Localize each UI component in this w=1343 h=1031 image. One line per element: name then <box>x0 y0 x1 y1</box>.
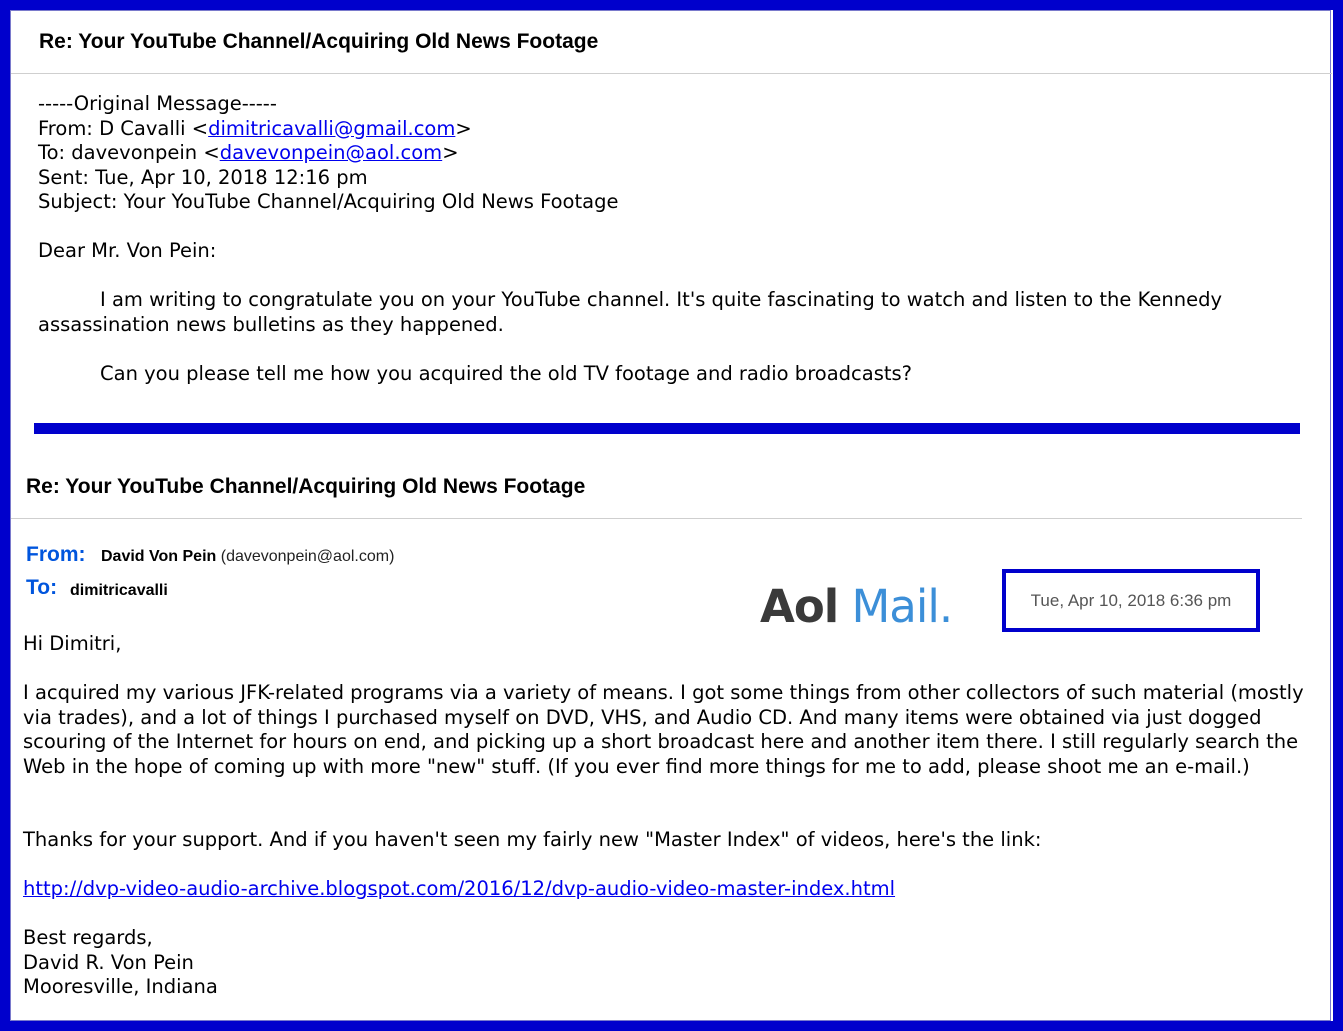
reply-signoff: Best regards, <box>23 926 153 949</box>
section-separator-bar <box>34 423 1300 434</box>
reply-paragraph-2: Thanks for your support. And if you haven't seen my fairly new "Master Index" of videos, here's the link: <box>23 828 1042 851</box>
sender-name-text: David Von Pein <box>101 548 217 565</box>
to-email-link[interactable]: davevonpein@aol.com <box>219 141 443 164</box>
reply-subject-divider <box>11 518 1302 519</box>
aol-mail-logo <box>760 580 952 634</box>
to-prefix: To: davevonpein < <box>38 141 220 164</box>
from-prefix: From: D Cavalli < <box>38 116 209 140</box>
original-subject-line: Subject: Your YouTube Channel/Acquiring Old News Footage <box>38 190 619 213</box>
original-header-line: -----Original Message----- <box>38 92 277 115</box>
logo-aol-text: Aol <box>760 580 839 633</box>
original-paragraph-1: I am writing to congratulate you on your YouTube channel. It's quite fascinating to watch and listen to the Kennedy assassination news bulletins as they happened. <box>38 288 1229 336</box>
master-index-link[interactable]: http://dvp-video-audio-archive.blogspot.com/2016/12/dvp-audio-video-master-index.html <box>23 877 896 900</box>
from-suffix: > <box>455 116 472 140</box>
date-stamp-box <box>1002 569 1260 632</box>
reply-paragraph-1: I acquired my various JFK-related programs via a variety of means. I got some things from other collectors of such material (mostly via trades), and a lot of things I purchased myself on DVD, VHS, and Audio CD. And many items were obtained via just dogged scouring of the Internet for hours on end, and picking up a short broadcast here and another item there. I still regularly search the Web in the hope of coming up with more "new" stuff. (If you ever find more things for me to add, please shoot me an e-mail.) <box>23 681 1304 778</box>
original-to-line <box>38 141 459 166</box>
logo-mail-text: Mail. <box>851 580 953 633</box>
original-paragraph-2: Can you please tell me how you acquired the old TV footage and radio broadcasts? <box>38 361 913 385</box>
to-suffix: > <box>442 141 459 164</box>
to-label: To: <box>26 576 58 599</box>
from-email-link[interactable]: dimitricavalli@gmail.com <box>208 116 456 140</box>
reply-date: Tue, Apr 10, 2018 6:36 pm <box>1030 590 1232 610</box>
master-index-link-line <box>23 877 895 902</box>
signature-name: David R. Von Pein <box>23 950 194 974</box>
sender-email: (davevonpein@aol.com) <box>220 548 395 565</box>
original-sent-line: Sent: Tue, Apr 10, 2018 12:16 pm <box>38 165 368 189</box>
sender-name <box>101 548 394 566</box>
subject-divider <box>11 73 1332 74</box>
original-subject-heading: Re: Your YouTube Channel/Acquiring Old News Footage <box>39 30 599 53</box>
original-from-line <box>38 117 472 142</box>
recipient-name: dimitricavalli <box>70 582 168 599</box>
original-greeting: Dear Mr. Von Pein: <box>38 239 217 262</box>
reply-subject-heading: Re: Your YouTube Channel/Acquiring Old News Footage <box>26 475 586 498</box>
reply-greeting: Hi Dimitri, <box>23 632 122 655</box>
signature-location: Mooresville, Indiana <box>23 975 218 998</box>
from-label: From: <box>26 543 86 566</box>
